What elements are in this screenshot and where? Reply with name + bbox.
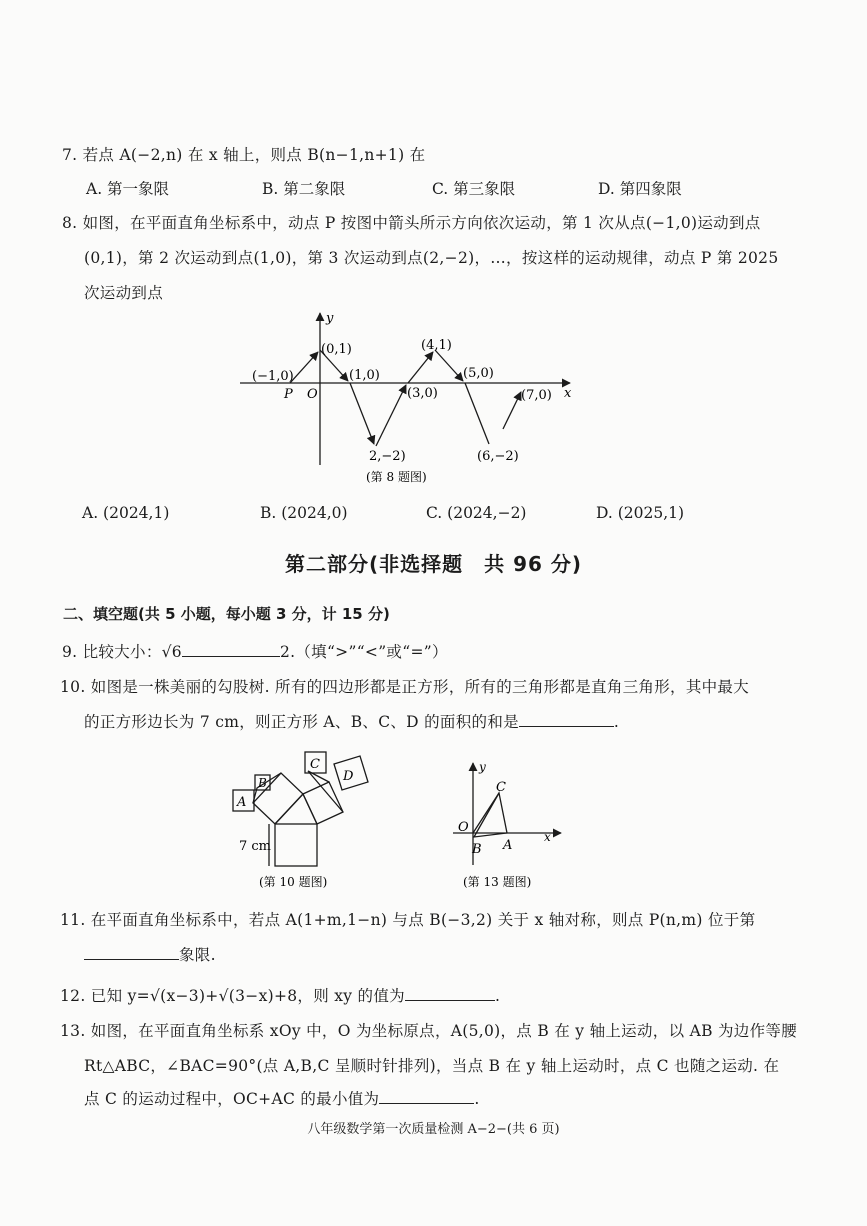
q8-line-1: 8. 如图，在平面直角坐标系中，动点 P 按图中箭头所示方向依次运动，第 1 次从点(−1,0)运动到点 [62, 214, 761, 232]
q10-caption: (第 10 题图) [259, 875, 328, 889]
part-two-title: 第二部分(非选择题 共 96 分) [284, 552, 583, 576]
q7-option-b: B. 第二象限 [262, 180, 346, 198]
q13-answer-blank[interactable] [379, 1089, 474, 1104]
svg-text:y: y [479, 760, 486, 774]
q7-option-a: A. 第一象限 [86, 180, 170, 198]
svg-text:B: B [472, 842, 482, 857]
origin-label: O [307, 387, 318, 402]
x-axis-label: x [564, 386, 572, 401]
q10-figure [225, 742, 385, 892]
q9-pre: 9. 比较大小：√6 [62, 643, 182, 661]
q8-option-c: C. (2024,−2) [426, 504, 527, 522]
q12-answer-blank[interactable] [405, 986, 495, 1001]
svg-text:C: C [496, 780, 506, 795]
label-1-0: (1,0) [349, 368, 380, 383]
q7-option-c: C. 第三象限 [432, 180, 516, 198]
q7-stem: 7. 若点 A(−2,n) 在 x 轴上，则点 B(n−1,n+1) 在 [62, 146, 426, 164]
side-length-label: 7 cm [239, 839, 272, 854]
page-footer: 八年级数学第一次质量检测 A−2−(共 6 页) [307, 1122, 560, 1137]
label-5-0: (5,0) [463, 366, 494, 381]
q11-answer-blank[interactable] [84, 945, 179, 960]
svg-text:C: C [310, 757, 320, 772]
label-3-0: (3,0) [407, 386, 438, 401]
label-2-neg2: 2,−2) [369, 449, 406, 464]
q12: 12. 已知 y=√(x−3)+√(3−x)+8，则 xy 的值为 . [60, 987, 501, 1005]
q13-line-1: 13. 如图，在平面直角坐标系 xOy 中，O 为坐标原点，A(5,0)，点 B 在 y 轴上运动，以 AB 为边作等腰 [60, 1022, 798, 1040]
label-neg1-0: (−1,0) [252, 369, 294, 384]
q12-text: 12. 已知 y=√(x−3)+√(3−x)+8，则 xy 的值为 [60, 987, 405, 1005]
q13-line-3-text: 点 C 的运动过程中，OC+AC 的最小值为 [84, 1090, 380, 1108]
label-0-1: (0,1) [321, 342, 352, 357]
q10-line-2-text: 的正方形边长为 7 cm，则正方形 A、B、C、D 的面积的和是 [84, 713, 519, 731]
q8-line-3: 次运动到点 [84, 284, 164, 302]
q8-option-d: D. (2025,1) [596, 504, 685, 522]
label-6-neg2: (6,−2) [477, 449, 519, 464]
q8-option-a: A. (2024,1) [82, 504, 170, 522]
q13-caption: (第 13 题图) [463, 875, 532, 889]
q11-line-2: 象限. [84, 943, 216, 965]
svg-text:x: x [544, 830, 551, 844]
q10-line-1: 10. 如图是一株美丽的勾股树. 所有的四边形都是正方形，所有的三角形都是直角三角形，其中最大 [60, 678, 750, 696]
label-4-1: (4,1) [421, 338, 452, 353]
q9-post: 2.（填“>”“<”或“=”） [279, 643, 448, 661]
section-two-title: 二、填空题(共 5 小题，每小题 3 分，计 15 分) [63, 605, 390, 623]
triangle-abc [474, 793, 507, 837]
svg-text:A: A [237, 795, 247, 810]
q8-figure [235, 305, 585, 490]
largest-square [275, 824, 317, 866]
q9-answer-blank[interactable] [182, 642, 280, 657]
q9 [62, 640, 448, 662]
q11-line-1: 11. 在平面直角坐标系中，若点 A(1+m,1−n) 与点 B(−3,2) 关于 x 轴对称，则点 P(n,m) 位于第 [60, 911, 756, 929]
q8-caption: (第 8 题图) [366, 470, 427, 484]
svg-text:A: A [503, 838, 513, 853]
q10-line-2: 的正方形边长为 7 cm，则正方形 A、B、C、D 的面积的和是 . [84, 713, 620, 731]
q13-line-3: 点 C 的运动过程中，OC+AC 的最小值为 . [84, 1090, 480, 1108]
label-7-0: (7,0) [521, 388, 552, 403]
q13-line-2: Rt△ABC，∠BAC=90°(点 A,B,C 呈顺时针排列)，当点 B 在 y 轴上运动时，点 C 也随之运动. 在 [84, 1057, 780, 1075]
point-p-label: P [284, 387, 293, 402]
q8-line-2: (0,1)，第 2 次运动到点(1,0)，第 3 次运动到点(2,−2)，…，按这样的运动规律，动点 P 第 2025 [84, 249, 779, 267]
q7-option-d: D. 第四象限 [598, 180, 682, 198]
svg-text:O: O [458, 820, 469, 835]
q10-answer-blank[interactable] [519, 712, 614, 727]
y-axis-label: y [326, 311, 334, 326]
q13-figure [445, 757, 575, 892]
svg-text:D: D [343, 769, 354, 784]
svg-text:B: B [258, 776, 267, 790]
q8-option-b: B. (2024,0) [260, 504, 348, 522]
